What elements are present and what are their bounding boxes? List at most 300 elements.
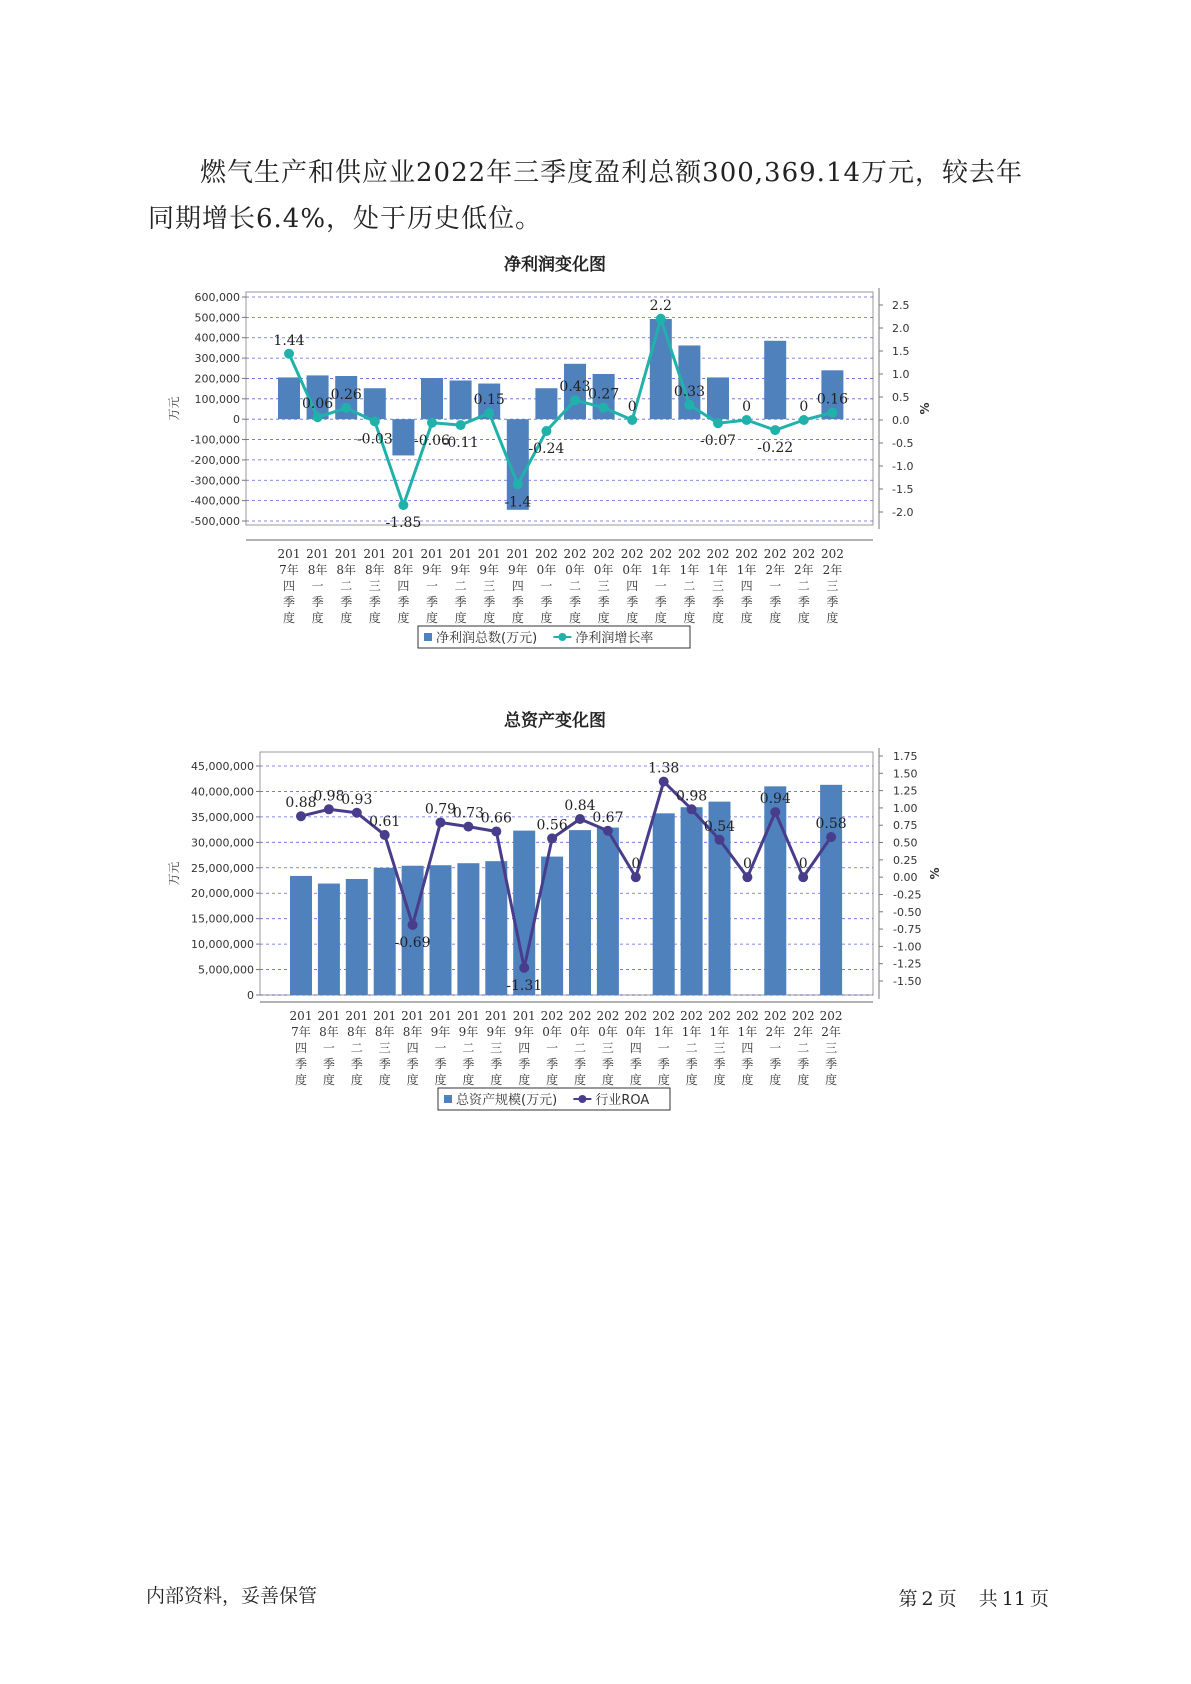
category-label: 三 [378, 1041, 391, 1055]
category-label: 四 [629, 1041, 642, 1055]
category-label: 一 [311, 579, 324, 593]
category-label: 度 [311, 611, 324, 625]
category-label: 度 [568, 611, 582, 625]
line-point-2021年三季度 [715, 835, 725, 845]
bar-2020年一季度 [535, 388, 557, 419]
left-tick-label: 10,000,000 [191, 938, 254, 952]
category-label: 201 [420, 547, 444, 561]
category-label: 季 [454, 595, 467, 609]
category-label: 2年 [793, 1025, 814, 1039]
category-label: 9年 [450, 563, 471, 577]
category-label: 8年 [346, 1025, 367, 1039]
line-data-label: 0.98 [676, 788, 708, 805]
category-label: 三 [826, 579, 839, 593]
line-data-label: 0.94 [759, 791, 791, 808]
line-data-label: 0.43 [559, 379, 591, 396]
category-label: 度 [657, 1073, 670, 1087]
category-label: 季 [713, 1057, 726, 1071]
bar-2018年一季度 [318, 884, 340, 995]
category-label: 度 [546, 1073, 559, 1087]
category-label: 9年 [507, 563, 528, 577]
category-label: 度 [282, 611, 296, 625]
right-tick-label: -1.50 [893, 975, 922, 988]
category-label: 201 [477, 547, 501, 561]
line-data-label: -0.06 [414, 432, 450, 449]
line-data-label: 1.44 [273, 332, 305, 349]
bar-2019年三季度 [485, 861, 507, 995]
category-label: 202 [706, 547, 730, 561]
line-data-label: -0.22 [757, 440, 794, 457]
line-data-label: 0 [742, 399, 752, 415]
category-label: 季 [546, 1057, 559, 1071]
category-label: 2年 [822, 563, 843, 577]
line-point-2020年三季度 [603, 826, 613, 836]
category-label: 三 [713, 1041, 726, 1055]
line-point-2018年一季度 [324, 804, 334, 814]
total-assets-chart-svg [0, 702, 1191, 1142]
category-label: 季 [322, 1057, 335, 1071]
line-point-2021年四季度 [742, 415, 752, 425]
category-label: 三 [825, 1041, 838, 1055]
right-tick-label: 0.25 [893, 853, 918, 867]
legend-bar-label: 净利润总数(万元) [436, 631, 538, 646]
line-data-label: 0.98 [313, 788, 345, 805]
line-data-label: -0.24 [528, 441, 565, 458]
left-tick-label: 35,000,000 [191, 810, 254, 824]
category-label: 201 [334, 547, 358, 561]
line-data-label: 0.58 [815, 816, 847, 832]
net-profit-chart-svg [0, 240, 1191, 680]
category-label: 201 [306, 547, 330, 561]
line-data-label: 0 [799, 399, 809, 415]
category-label: 季 [654, 595, 667, 609]
right-axis-unit: % [928, 867, 942, 880]
legend-line-marker [578, 1095, 586, 1103]
line-point-2019年四季度 [513, 479, 523, 489]
category-label: 度 [711, 611, 725, 625]
category-label: 三 [601, 1041, 614, 1055]
category-label: 度 [597, 611, 610, 625]
category-label: 0年 [625, 1025, 646, 1039]
category-label: 202 [624, 1009, 648, 1023]
category-label: 四 [397, 579, 410, 593]
line-data-label: -0.11 [442, 435, 479, 452]
line-data-label: 0.16 [816, 391, 848, 408]
line-point-2019年二季度 [463, 822, 473, 832]
category-label: 季 [368, 595, 381, 609]
category-label: 四 [294, 1041, 308, 1055]
category-label: 202 [735, 547, 759, 561]
category-label: 201 [363, 547, 387, 561]
category-label: 201 [277, 547, 301, 561]
line-point-2021年二季度 [687, 804, 697, 814]
line-data-label: 0.67 [592, 809, 624, 826]
category-label: 一 [322, 1041, 335, 1055]
chart-title: 总资产变化图 [504, 711, 606, 731]
category-label: 202 [763, 1009, 787, 1023]
category-label: 1年 [709, 1025, 730, 1039]
category-label: 202 [792, 547, 816, 561]
line-data-label: 0.06 [302, 396, 334, 413]
right-tick-label: 0.0 [892, 414, 910, 427]
category-label: 二 [462, 1041, 475, 1055]
category-label: 度 [397, 611, 410, 625]
category-label: 202 [791, 1009, 815, 1023]
category-label: 季 [434, 1057, 447, 1071]
category-label: 二 [350, 1041, 363, 1055]
line-data-label: 0.15 [473, 392, 505, 409]
category-label: 季 [350, 1057, 363, 1071]
category-label: 一 [434, 1041, 447, 1055]
category-label: 度 [654, 611, 667, 625]
category-label: 季 [741, 1057, 754, 1071]
bar-2018年四季度 [392, 419, 414, 455]
category-label: 202 [763, 547, 787, 561]
line-data-label: -0.07 [700, 433, 736, 450]
bar-2018年二季度 [346, 879, 368, 995]
category-label: 度 [601, 1073, 614, 1087]
line-point-2018年二季度 [352, 808, 362, 818]
line-point-2022年三季度 [827, 408, 837, 418]
category-label: 1年 [737, 1025, 758, 1039]
bar-2021年一季度 [653, 813, 675, 995]
bar-2018年四季度 [402, 866, 424, 995]
line-data-label: 0 [627, 399, 637, 415]
bar-2022年一季度 [764, 786, 786, 995]
legend-line-label: 净利润增长率 [575, 631, 654, 646]
category-label: 202 [596, 1009, 620, 1023]
left-tick-label: 600,000 [194, 291, 240, 304]
line-point-2022年二季度 [799, 415, 809, 425]
line-point-2020年一季度 [541, 426, 551, 436]
bar-2018年三季度 [364, 388, 386, 419]
category-label: 三 [368, 579, 381, 593]
category-label: 202 [592, 547, 616, 561]
right-tick-label: -1.5 [892, 483, 914, 496]
category-label: 201 [373, 1009, 397, 1023]
category-label: 度 [294, 1073, 308, 1087]
category-label: 度 [797, 1073, 810, 1087]
line-point-2019年一季度 [427, 418, 437, 428]
category-label: 四 [511, 579, 524, 593]
left-tick-label: 40,000,000 [191, 785, 254, 799]
legend-bar-label: 总资产规模(万元) [456, 1093, 558, 1108]
category-label: 0年 [622, 563, 643, 577]
category-label: 2年 [793, 563, 814, 577]
right-tick-label: 0.75 [893, 819, 918, 833]
left-tick-label: 0 [247, 989, 254, 1002]
line-point-2017年四季度 [284, 349, 294, 359]
category-label: 0年 [542, 1025, 562, 1039]
bar-2020年二季度 [569, 830, 591, 995]
right-tick-label: 0.5 [892, 391, 910, 404]
category-label: 季 [711, 595, 725, 609]
line-data-label: 2.2 [649, 297, 672, 314]
right-tick-label: 1.5 [892, 345, 910, 358]
category-label: 季 [425, 595, 439, 609]
line-data-label: 0.26 [330, 387, 362, 404]
left-tick-label: -500,000 [190, 515, 240, 528]
category-label: 度 [340, 611, 353, 625]
line-data-label: 0.66 [480, 810, 512, 827]
line-point-2019年三季度 [484, 408, 494, 418]
category-label: 201 [429, 1009, 452, 1023]
left-tick-label: 20,000,000 [191, 887, 254, 901]
line-point-2021年三季度 [713, 418, 723, 428]
bar-2019年二季度 [450, 380, 472, 419]
line-point-2017年四季度 [296, 811, 306, 821]
right-tick-label: -0.75 [893, 923, 922, 937]
right-tick-label: -2.0 [892, 506, 914, 519]
total-prefix: 共 [978, 1588, 998, 1610]
category-label: 度 [511, 611, 524, 625]
category-label: 季 [769, 595, 782, 609]
category-label: 202 [819, 1009, 843, 1023]
page-current: 2 [921, 1588, 934, 1610]
line-data-label: 0.88 [285, 795, 317, 812]
category-label: 四 [626, 579, 639, 593]
category-label: 二 [683, 579, 696, 593]
category-label: 9年 [514, 1025, 535, 1039]
category-label: 季 [601, 1057, 614, 1071]
left-tick-label: 200,000 [194, 372, 240, 386]
line-point-2018年三季度 [380, 830, 390, 840]
category-label: 度 [769, 1073, 782, 1087]
bar-2021年二季度 [681, 807, 703, 995]
line-data-label: 0 [631, 856, 641, 873]
left-tick-label: 25,000,000 [191, 861, 254, 875]
left-tick-label: -100,000 [190, 433, 240, 447]
category-label: 季 [685, 1057, 698, 1071]
summary-paragraph [148, 150, 1048, 242]
chart-title: 净利润变化图 [504, 255, 606, 275]
category-label: 201 [345, 1009, 369, 1023]
category-label: 度 [434, 1073, 447, 1087]
category-label: 度 [483, 611, 496, 625]
category-label: 1年 [653, 1025, 674, 1039]
category-label: 0年 [536, 563, 557, 577]
category-label: 201 [484, 1009, 508, 1023]
category-label: 一 [540, 579, 553, 593]
line-point-2018年三季度 [370, 416, 380, 426]
total-assets-chart [0, 702, 1191, 1142]
category-label: 8年 [307, 563, 328, 577]
footer-page-number [897, 1584, 1051, 1611]
line-point-2020年四季度 [627, 415, 637, 425]
line-point-2022年三季度 [826, 832, 836, 842]
line-data-label: 0.84 [564, 798, 596, 814]
category-label: 三 [597, 579, 610, 593]
right-tick-label: -0.25 [893, 888, 922, 902]
category-label: 度 [769, 611, 782, 625]
category-label: 202 [677, 547, 701, 561]
left-tick-label: 500,000 [194, 311, 240, 325]
bar-2020年三季度 [597, 828, 619, 995]
category-label: 201 [512, 1009, 536, 1023]
category-label: 202 [563, 547, 587, 561]
category-label: 度 [573, 1073, 587, 1087]
category-label: 8年 [374, 1025, 395, 1039]
line-data-label: 0 [742, 856, 752, 873]
category-label: 二 [568, 579, 582, 593]
category-label: 季 [797, 1057, 810, 1071]
category-label: 8年 [393, 563, 414, 577]
line-point-2019年二季度 [456, 420, 466, 430]
page-total: 11 [1001, 1588, 1026, 1610]
line-data-label: 0.61 [369, 813, 401, 830]
category-label: 三 [490, 1041, 503, 1055]
category-label: 201 [456, 1009, 480, 1023]
left-tick-label: -300,000 [190, 474, 240, 488]
line-point-2020年三季度 [599, 403, 609, 413]
category-label: 季 [657, 1057, 670, 1071]
category-label: 季 [483, 595, 496, 609]
category-label: 2年 [765, 563, 786, 577]
category-label: 202 [540, 1009, 564, 1023]
right-tick-label: 2.5 [892, 299, 910, 312]
category-label: 201 [449, 547, 473, 561]
category-label: 度 [322, 1073, 335, 1087]
line-point-2020年四季度 [631, 872, 641, 882]
category-label: 四 [518, 1041, 531, 1055]
right-tick-label: 1.50 [893, 767, 918, 781]
category-label: 202 [534, 547, 558, 561]
line-data-label: 0.56 [536, 817, 568, 834]
category-label: 度 [350, 1073, 363, 1087]
line-point-2019年三季度 [491, 826, 501, 836]
category-label: 季 [518, 1057, 531, 1071]
category-label: 度 [629, 1073, 642, 1087]
category-label: 季 [540, 595, 553, 609]
category-label: 季 [626, 595, 639, 609]
category-label: 0年 [570, 1025, 590, 1039]
legend-line-label: 行业ROA [595, 1093, 650, 1108]
category-label: 季 [490, 1057, 503, 1071]
category-label: 季 [568, 595, 582, 609]
right-tick-label: 0.00 [893, 871, 918, 885]
category-label: 9年 [479, 563, 500, 577]
line-point-2022年一季度 [770, 425, 780, 435]
bar-2017年四季度 [278, 377, 300, 419]
category-label: 四 [282, 579, 296, 593]
line-data-label: 0.79 [424, 801, 457, 818]
left-tick-label: 300,000 [194, 352, 240, 366]
category-label: 一 [769, 579, 782, 593]
net-profit-chart [0, 240, 1191, 680]
category-label: 季 [311, 595, 324, 609]
line-point-2021年二季度 [684, 400, 694, 410]
line-point-2021年一季度 [659, 777, 669, 787]
left-axis-unit: 万元 [167, 396, 181, 421]
category-label: 202 [620, 547, 644, 561]
category-label: 1年 [650, 563, 671, 577]
bar-2021年三季度 [707, 377, 729, 419]
category-label: 一 [657, 1041, 670, 1055]
right-tick-label: 0.50 [893, 836, 918, 850]
category-label: 1年 [679, 563, 700, 577]
right-tick-label: 1.25 [893, 784, 918, 798]
category-label: 度 [826, 611, 839, 625]
category-label: 9年 [430, 1025, 451, 1039]
bar-2021年一季度 [650, 319, 672, 419]
bar-2017年四季度 [290, 876, 312, 995]
category-label: 度 [454, 611, 467, 625]
line-point-2020年二季度 [575, 814, 585, 824]
line-data-label: 0.73 [452, 805, 484, 822]
category-label: 度 [797, 611, 810, 625]
category-label: 三 [483, 579, 496, 593]
legend-bar-swatch [424, 633, 432, 641]
category-label: 201 [289, 1009, 313, 1023]
category-label: 季 [340, 595, 353, 609]
left-tick-label: -200,000 [190, 453, 240, 467]
right-tick-label: -0.50 [893, 905, 922, 919]
line-point-2020年一季度 [547, 833, 557, 843]
line-data-label: 1.38 [648, 760, 680, 777]
category-label: 季 [597, 595, 610, 609]
page-unit: 页 [937, 1588, 957, 1610]
category-label: 一 [546, 1041, 559, 1055]
category-label: 202 [680, 1009, 704, 1023]
category-label: 季 [294, 1057, 308, 1071]
category-label: 度 [425, 611, 439, 625]
category-label: 2年 [821, 1025, 841, 1039]
line-data-label: 0.93 [341, 791, 373, 808]
line-data-label: 0.27 [588, 386, 620, 403]
total-unit: 页 [1029, 1588, 1049, 1610]
left-tick-label: 30,000,000 [191, 836, 254, 850]
category-label: 二 [454, 579, 467, 593]
line-data-label: -1.4 [504, 494, 532, 511]
category-label: 度 [741, 1073, 754, 1087]
category-label: 二 [340, 579, 353, 593]
category-label: 202 [820, 547, 844, 561]
category-label: 季 [397, 595, 410, 609]
category-label: 三 [711, 579, 725, 593]
category-label: 度 [518, 1073, 531, 1087]
category-label: 二 [573, 1041, 587, 1055]
category-label: 度 [740, 611, 753, 625]
category-label: 202 [568, 1009, 592, 1023]
bar-2019年一季度 [421, 378, 443, 419]
line-point-2022年一季度 [770, 807, 780, 817]
category-label: 四 [741, 1041, 754, 1055]
right-axis-unit: % [918, 402, 932, 415]
line-point-2019年一季度 [436, 817, 446, 827]
category-label: 202 [708, 1009, 731, 1023]
right-tick-label: 2.0 [892, 322, 910, 335]
category-label: 0年 [598, 1025, 618, 1039]
category-label: 一 [425, 579, 439, 593]
line-point-2022年二季度 [798, 872, 808, 882]
footer-confidential: 内部资料，妥善保管 [146, 1585, 318, 1607]
category-label: 度 [626, 611, 639, 625]
category-label: 度 [540, 611, 553, 625]
category-label: 四 [740, 579, 753, 593]
category-label: 度 [685, 1073, 698, 1087]
right-tick-label: -0.5 [892, 437, 914, 450]
category-label: 0年 [593, 563, 614, 577]
right-tick-label: 1.00 [893, 801, 918, 815]
category-label: 二 [685, 1041, 698, 1055]
category-label: 季 [378, 1057, 391, 1071]
category-label: 季 [462, 1057, 475, 1071]
left-tick-label: 0 [233, 413, 240, 427]
right-tick-label: 1.0 [892, 368, 910, 381]
right-tick-label: -1.25 [893, 957, 922, 971]
category-label: 一 [654, 579, 667, 593]
right-tick-label: -1.00 [893, 940, 922, 954]
